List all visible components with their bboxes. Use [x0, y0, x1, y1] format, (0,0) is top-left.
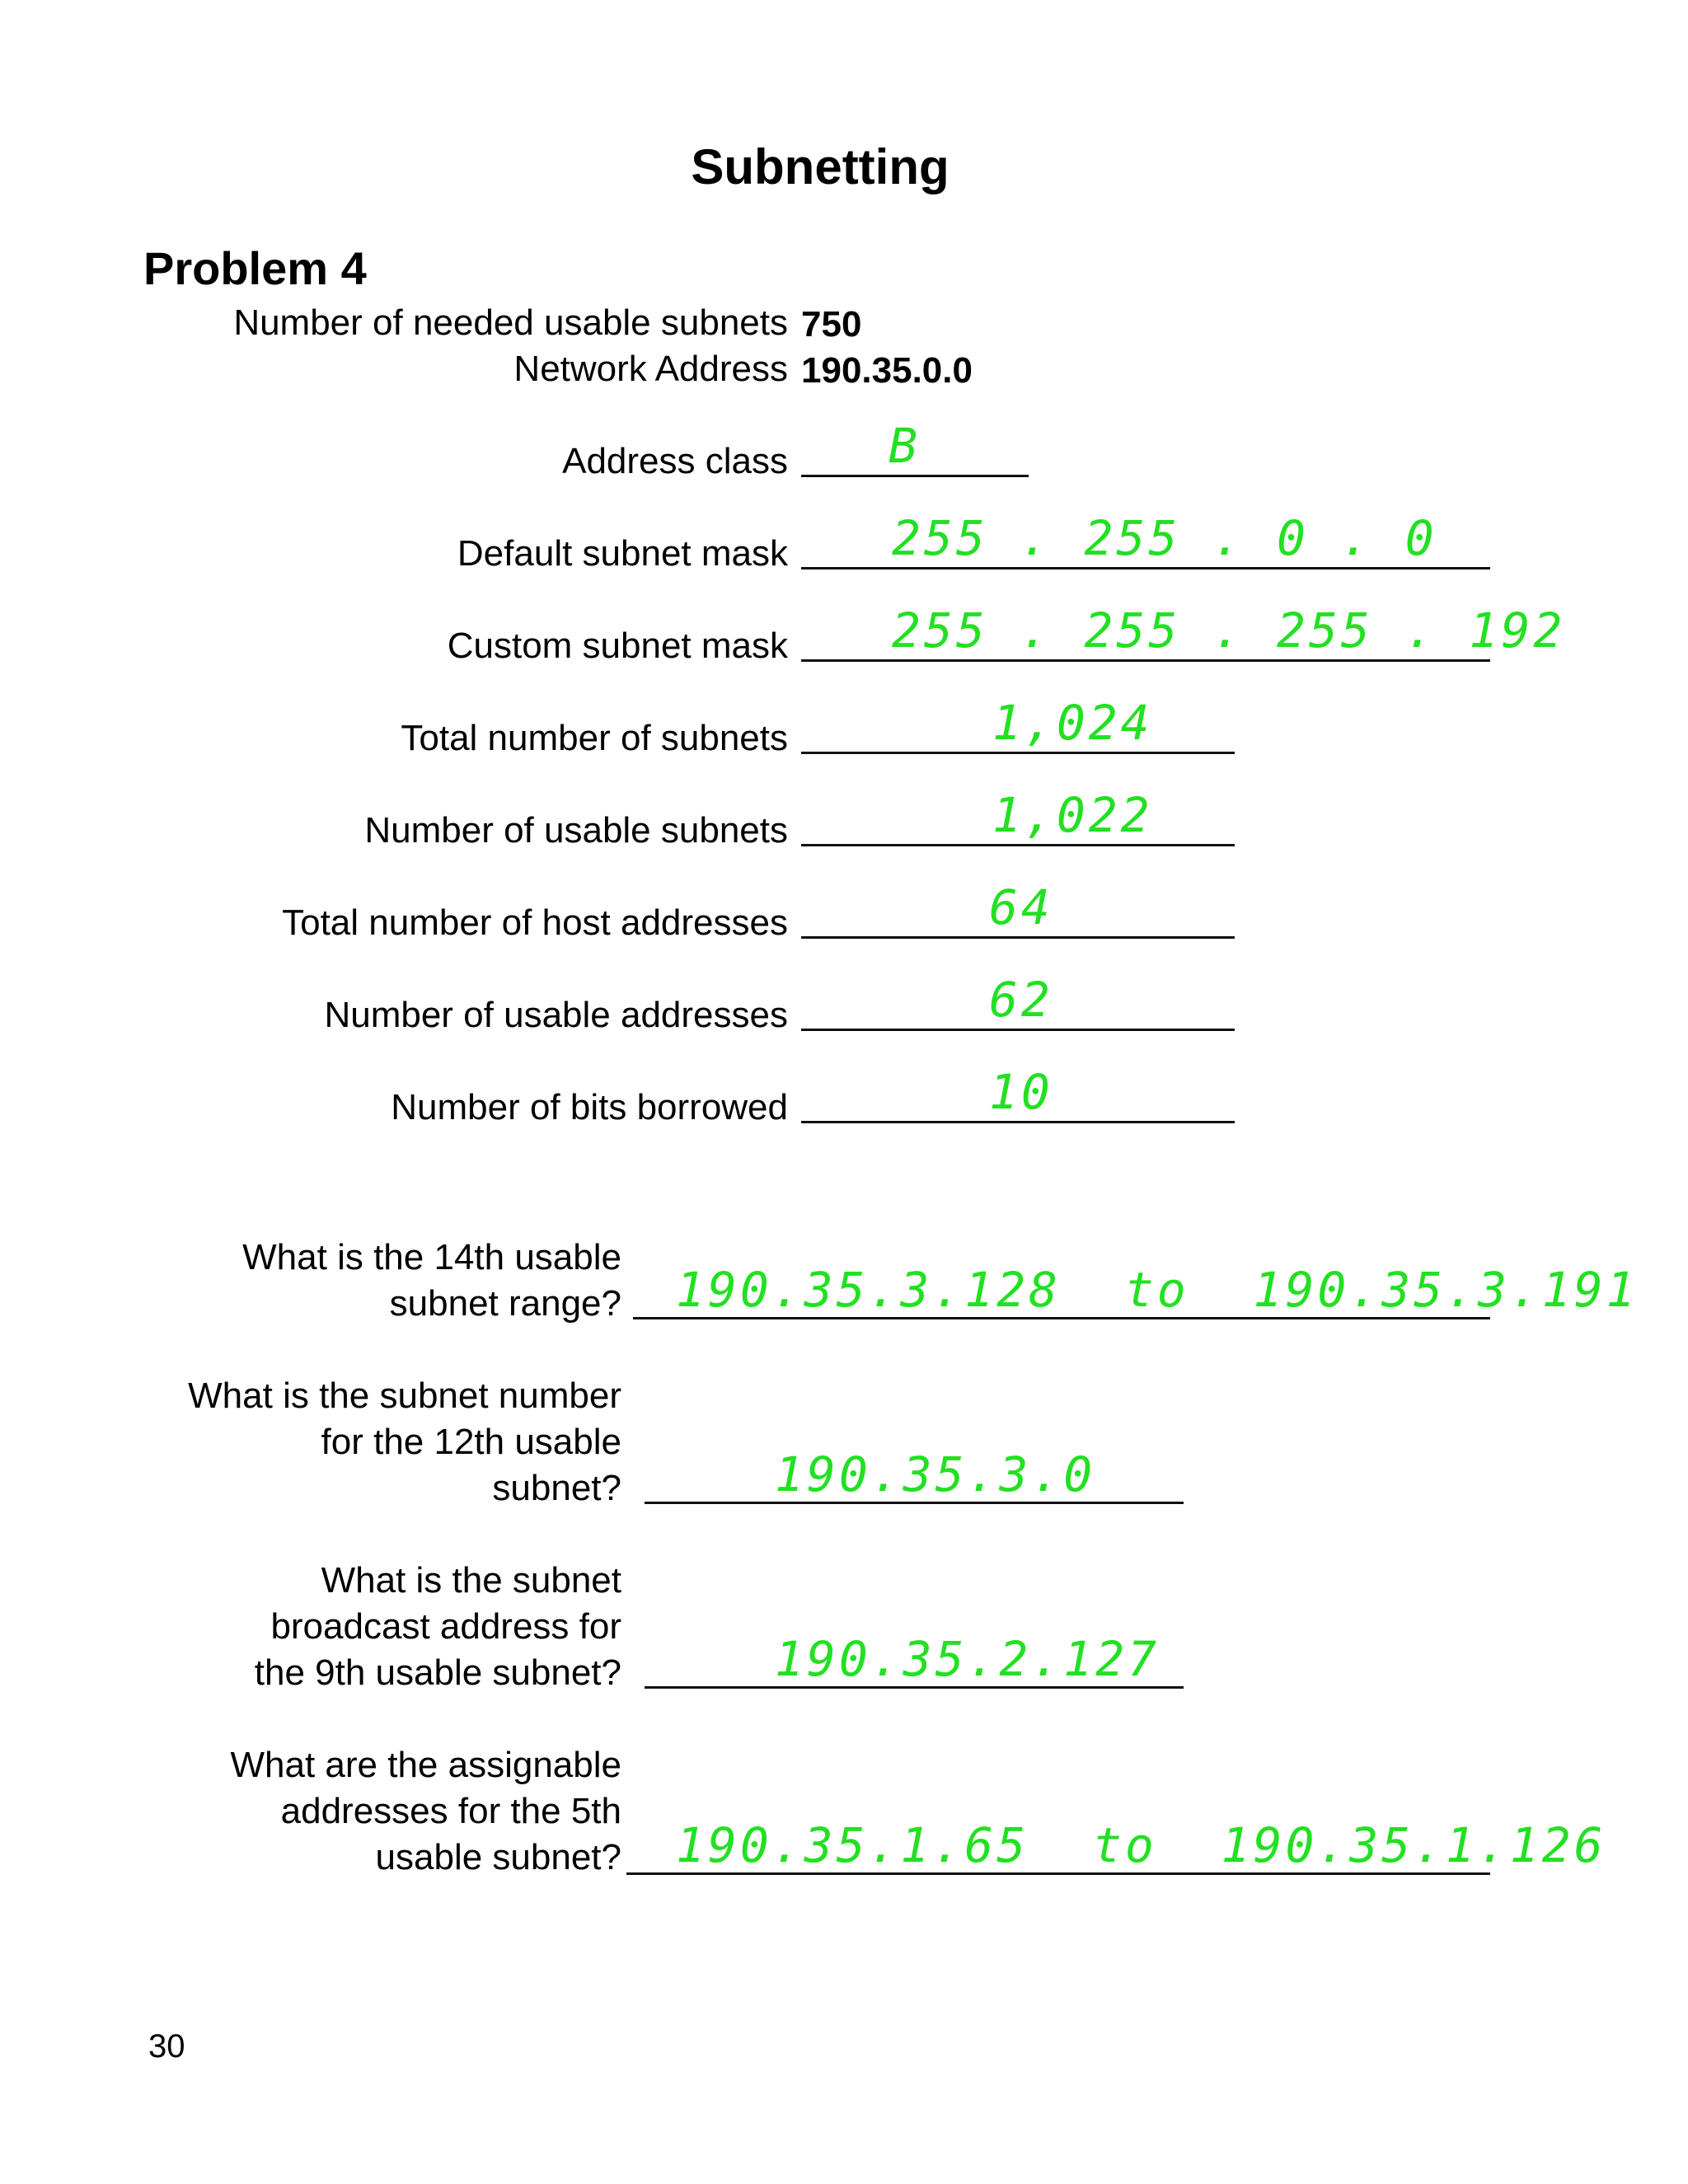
usable-subnets-line — [801, 844, 1235, 846]
default-mask-label: Default subnet mask — [457, 533, 788, 574]
q1-line-1: What is the 14th usable — [242, 1237, 621, 1277]
q1-answer: 190.35.3.128 to 190.35.3.191 — [676, 1262, 1639, 1318]
usable-subnets-answer: 1,022 — [992, 787, 1153, 843]
q2-line-3: subnet? — [492, 1468, 621, 1508]
usable-subnets-label: Number of usable subnets — [364, 810, 788, 851]
bits-borrowed-answer: 10 — [989, 1064, 1053, 1120]
q1-line-2: subnet range? — [389, 1283, 621, 1324]
usable-addresses-line — [801, 1029, 1235, 1031]
q4-line-2: addresses for the 5th — [280, 1791, 621, 1831]
usable-addresses-label: Number of usable addresses — [324, 995, 788, 1035]
q3-line-2: broadcast address for — [270, 1606, 621, 1647]
q3-text — [255, 1558, 621, 1696]
q4-line-3: usable subnet? — [375, 1837, 621, 1877]
usable-addresses-answer: 62 — [989, 972, 1053, 1028]
total-hosts-label: Total number of host addresses — [282, 902, 788, 943]
q4-line-1: What are the assignable — [230, 1745, 621, 1785]
q3-answer: 190.35.2.127 — [775, 1631, 1160, 1687]
q2-line-2: for the 12th usable — [321, 1422, 621, 1462]
q2-line-1: What is the subnet number — [188, 1376, 621, 1416]
default-mask-answer: 255 . 255 . 0 . 0 — [892, 510, 1437, 566]
problem-heading: Problem 4 — [143, 242, 367, 294]
needed-subnets-value: 750 — [801, 304, 862, 344]
custom-mask-line — [801, 659, 1490, 662]
custom-mask-answer: 255 . 255 . 255 . 192 — [892, 602, 1566, 658]
bits-borrowed-label: Number of bits borrowed — [391, 1087, 788, 1127]
q3-line-1: What is the subnet — [321, 1560, 621, 1601]
q4-answer: 190.35.1.65 to 190.35.1.126 — [676, 1817, 1606, 1873]
network-address-value: 190.35.0.0 — [801, 350, 973, 391]
page-title: Subnetting — [691, 139, 950, 194]
bits-borrowed-line — [801, 1121, 1235, 1123]
network-address-label: Network Address — [513, 349, 788, 389]
total-hosts-answer: 64 — [989, 879, 1053, 935]
total-subnets-label: Total number of subnets — [401, 718, 788, 758]
q2-text — [188, 1373, 621, 1511]
total-hosts-line — [801, 936, 1235, 939]
total-subnets-line — [801, 752, 1235, 754]
page-number: 30 — [148, 2028, 185, 2064]
address-class-answer: B — [889, 418, 921, 474]
q3-line-3: the 9th usable subnet? — [254, 1652, 621, 1693]
q4-text — [230, 1742, 621, 1881]
needed-subnets-label: Number of needed usable subnets — [233, 302, 788, 343]
q1-text — [242, 1235, 621, 1327]
address-class-line — [801, 475, 1029, 477]
q2-answer: 190.35.3.0 — [775, 1446, 1096, 1502]
default-mask-line — [801, 567, 1490, 569]
address-class-label: Address class — [562, 441, 788, 481]
total-subnets-answer: 1,024 — [992, 695, 1153, 751]
custom-mask-label: Custom subnet mask — [447, 626, 788, 666]
